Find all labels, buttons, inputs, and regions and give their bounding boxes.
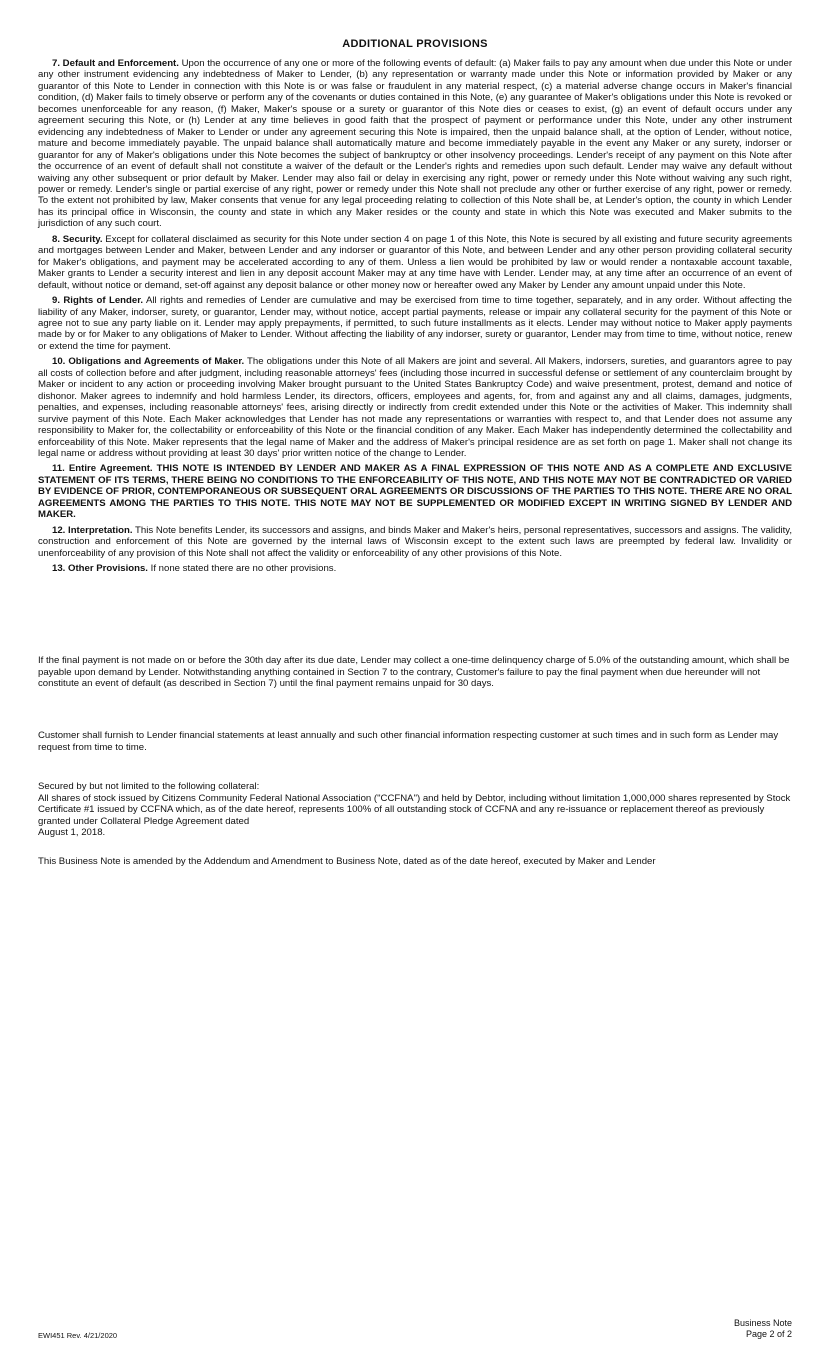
- section-heading: 7. Default and Enforcement.: [52, 58, 179, 69]
- late-charge-block: [38, 655, 792, 690]
- section-obligations: [38, 356, 792, 459]
- section-heading: 10. Obligations and Agreements of Maker.: [52, 356, 245, 368]
- financial-statements-block: [38, 730, 792, 753]
- amendment-block: [38, 856, 792, 868]
- provisions-list: [38, 58, 792, 574]
- page-number: Page 2 of 2: [745, 1329, 792, 1339]
- section-body: If none stated there are no other provisions.: [147, 563, 337, 575]
- section-heading: 13. Other Provisions.: [52, 563, 148, 575]
- section-body: Except for collateral disclaimed as security for this Note under section 4 on page 1 of this Note, this Note is secured by all existing and future security agreements and mortgages between Lender and Maker, between Lender and any indorser or guarantor of this Note, and between Lender and any other person providing collateral security for Maker's obligations, and payment may be accelerated according to any of them. Unless a lien would be prohibited by law or would render a nontaxable account taxable, Maker grants to Lender a security interest and lien in any deposit account Maker may at any time have with Lender. Lender may, at any time after an occurrence of an event of default, without notice or demand, set-off against any deposit balance or other money now or hereafter owed any Maker by Lender any amount unpaid under this Note.: [38, 233, 792, 291]
- section-entire-agreement: [38, 463, 792, 520]
- section-other-provisions: [38, 563, 792, 574]
- section-body: All rights and remedies of Lender are cumulative and may be exercised from time to time together, separately, and in any order. Without affecting the liability of any Maker, indorser, surety, or guarantor, Lender may, without notice, accept partial payments, release or impair any collateral security for the payment of this Note or agree not to sue any party liable on it. Lender may apply prepayments, if permitted, to such future installments as it elects. Lender may without notice to Maker apply payments made by or for Maker to any obligations of Maker to Lender. Without affecting the liability of any indorser, surety or guarantor, Lender may from time to time, without notice, renew or extend the time for payment.: [38, 295, 792, 352]
- late-charge-text: If the final payment is not made on or before the 30th day after its due date, Lender may collect a one-time delinquency charge of 5.0% of the outstanding amount, which shall be payable upon demand by Lender. Notwithstanding anything contained in Section 7 to the contrary, Customer's failure to pay the final payment when due hereunder will not constitute an event of default (as described in Section 7) until the final payment remains unpaid for 30 days.: [38, 655, 790, 690]
- amendment-text: This Business Note is amended by the Addendum and Amendment to Business Note, dated as of the date hereof, executed by Maker and Lender: [38, 856, 656, 867]
- section-interpretation: [38, 525, 792, 559]
- collateral-date: August 1, 2018.: [38, 827, 106, 839]
- form-id: EWI451 Rev. 4/21/2020: [38, 1331, 118, 1340]
- page-title: ADDITIONAL PROVISIONS: [342, 38, 488, 50]
- section-default-enforcement: [38, 58, 792, 230]
- section-heading: 8. Security.: [52, 233, 103, 245]
- section-heading: 9. Rights of Lender.: [52, 295, 144, 307]
- collateral-block: [38, 781, 792, 839]
- section-body: THIS NOTE IS INTENDED BY LENDER AND MAKER AS A FINAL EXPRESSION OF THIS NOTE AND AS A COMPLETE AND EXCLUSIVE STATEMENT OF ITS TERMS, THERE BEING NO CONDITIONS TO THE ENFORCEABILITY OF THIS NOTE, AND THIS NOTE MAY NOT BE CONTRADICTED OR VARIED BY EVIDENCE OF PRIOR, CONTEMPORANEOUS OR SUBSEQUENT ORAL AGREEMENTS OR DISCUSSIONS OF THE PARTIES TO THIS NOTE. THERE ARE NO ORAL AGREEMENTS AMONG THE PARTIES TO THIS NOTE. THIS NOTE MAY NOT BE SUPPLEMENTED OR MODIFIED EXCEPT IN WRITING SIGNED BY LENDER AND MAKER.: [38, 463, 792, 521]
- document-name: Business Note: [733, 1318, 792, 1328]
- section-body: Upon the occurrence of any one or more of the following events of default: (a) Maker fails to pay any amount when due under this Note or under any other instrument evidencing any indebtedness of Maker to Lender, (b) any representation or warranty made under this Note or information provided by Maker or any guarantor of this Note to Lender in connection with this Note is or was false or fraudulent in any material respect, (c) a material adverse change occurs in Maker's financial condition, (d) Maker fails to timely observe or perform any of the covenants or duties contained in this Note, (e) any guarantee of Maker's obligations under this Note is revoked or becomes unenforceable for any reason, (f) Maker, Maker's spouse or a surety or guarantor of this Note dies or ceases to exist, (g) an event of default occurs under any agreement securing this Note, or (h) Lender at any time believes in good faith that the prospect of payment or performance under this Note, under any other instrument evidencing any indebtedness of Maker to Lender or under any agreement securing this Note is impaired, then the unpaid balance shall, at the option of Lender, without notice, mature and become immediately payable. The unpaid balance shall automatically mature and become immediately payable in the event any Maker or any surety, indorser or guarantor for any of Maker's obligations under this Note becomes the subject of bankruptcy or other insolvency proceedings. Lender's receipt of any payment on this Note after the occurrence of an event of default shall not constitute a waiver of the default or the Lender's rights and remedies upon such default. Lender may waive any default without waiving any other subsequent or prior default by Maker. Lender may also fail or delay in exercising any right, power or remedy under this Note without waiving any such right, power or remedy. Lender's single or partial exercise of any right, power or remedy under this Note shall not preclude any other or further exercise of any right, power or remedy. To the extent not prohibited by law, Maker consents that venue for any legal proceeding relating to collection of this Note shall be, at Lender's option, the county in which Lender has its principal office in Wisconsin, the county and state in which any Maker resides or the county and state in which this Note was executed and Maker submits to the jurisdiction of any such court.: [38, 58, 793, 230]
- section-body: The obligations under this Note of all Makers are joint and several. All Makers, indorsers, sureties, and guarantors agree to pay all costs of collection before and after judgment, including reasonable attorneys' fees (including those incurred in successful defense or settlement of any counterclaim brought by Maker or incident to any action or proceeding involving Maker brought pursuant to the United States Bankruptcy Code) and waive presentment, protest, demand and notice of dishonor. Maker agrees to indemnify and hold harmless Lender, its directors, officers, employees and agents, for, from and against any and all claims, damages, judgments, penalties, and expenses, including reasonable attorneys' fees, arising directly or indirectly from credit extended under this Note or the activities of Maker. This indemnity shall survive payment of this Note. Each Maker acknowledges that Lender has not made any representations or warranties with respect to, and that Lender does not assume any responsibility to Maker for, the collectability or enforceability of this Note or the financial condition of any Maker. Each Maker has independently determined the collectability and enforceability of this Note. Maker represents that the legal name of Maker and the address of Maker's principal residence are as set forth on page 1. Maker shall not change its legal name or address without providing at least 30 days' prior written notice of the change to Lender.: [38, 356, 792, 459]
- section-rights-of-lender: [38, 295, 792, 352]
- section-security: [38, 234, 792, 291]
- page-footer: [734, 1318, 792, 1340]
- financial-statements-text: Customer shall furnish to Lender financial statements at least annually and such other financial information respecting customer at such times and in such form as Lender may request from time to time.: [38, 730, 779, 753]
- collateral-intro: Secured by but not limited to the following collateral:: [38, 781, 260, 792]
- collateral-description: All shares of stock issued by Citizens Community Federal National Association ("CCFNA") and held by Debtor, including without limitation 1,000,000 shares represented by Stock Certificate #1 issued by CCFNA which, as of the date hereof, represents 100% of all outstanding stock of CCFNA and any re-issuance or replacement thereof as previously granted under Collateral Pledge Agreement dated: [38, 792, 791, 827]
- section-heading: 12. Interpretation.: [52, 524, 133, 536]
- section-body: This Note benefits Lender, its successors and assigns, and binds Maker and Maker's heirs, personal representatives, successors and assigns. The validity, construction and enforcement of this Note are governed by the internal laws of Wisconsin except to the extent such laws are preempted by federal law. Invalidity or unenforceability of any provision of this Note shall not affect the validity or enforceability of any other provisions of this Note.: [38, 524, 792, 559]
- section-heading: 11. Entire Agreement.: [52, 463, 153, 475]
